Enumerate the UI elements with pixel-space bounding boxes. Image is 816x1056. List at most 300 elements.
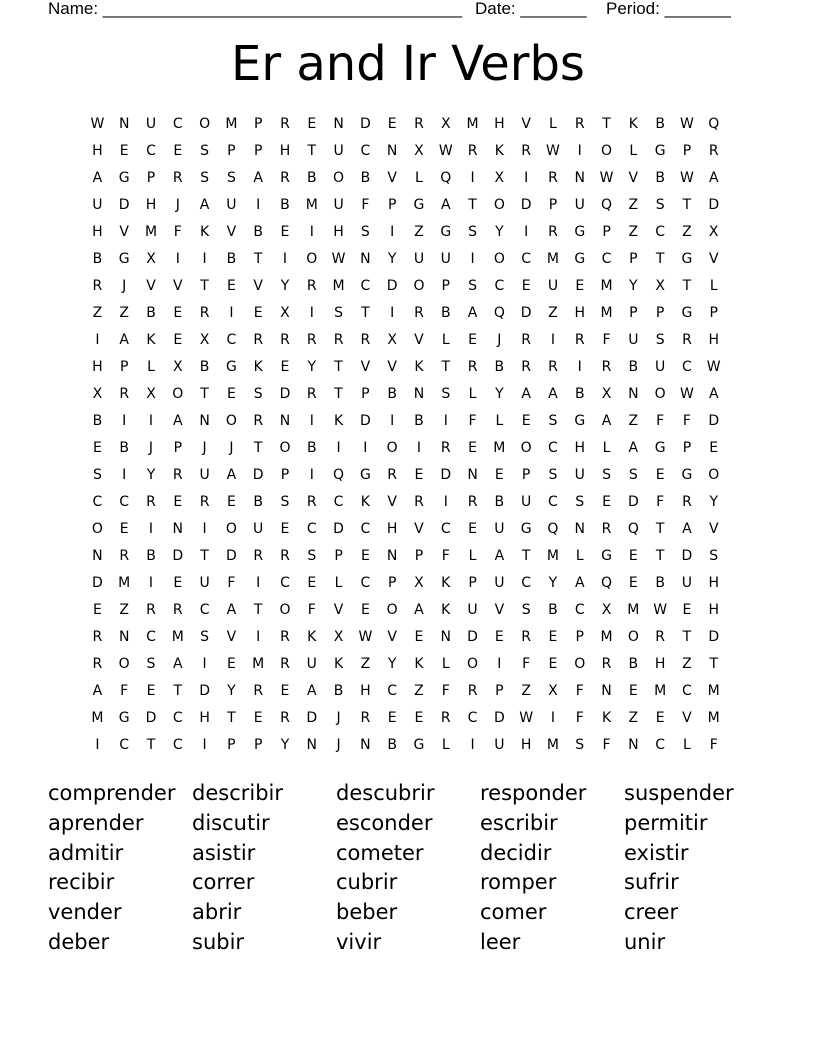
grid-letter: M xyxy=(600,278,613,294)
grid-letter: S xyxy=(441,386,451,402)
grid-letter: P xyxy=(521,467,531,483)
grid-letter: B xyxy=(360,170,371,186)
grid-letter: K xyxy=(360,494,370,510)
grid-letter: A xyxy=(226,467,237,483)
grid-letter: C xyxy=(360,575,371,591)
grid-letter: G xyxy=(359,467,371,483)
grid-letter: R xyxy=(280,629,290,645)
word-bank-item: romper xyxy=(480,870,557,895)
grid-letter: T xyxy=(200,548,209,564)
grid-letter: R xyxy=(146,494,156,510)
grid-letter: E xyxy=(602,494,611,510)
grid-letter: Q xyxy=(601,197,613,213)
grid-letter: B xyxy=(494,359,505,375)
grid-letter: E xyxy=(173,143,183,159)
grid-letter: G xyxy=(118,170,130,186)
grid-letter: N xyxy=(574,521,585,537)
grid-letter: S xyxy=(200,629,210,645)
grid-letter: P xyxy=(119,359,129,375)
grid-letter: K xyxy=(414,656,424,672)
grid-letter: O xyxy=(467,656,479,672)
grid-letter: E xyxy=(226,278,236,294)
grid-letter: S xyxy=(200,170,210,186)
grid-letter: E xyxy=(280,521,290,537)
grid-letter: Q xyxy=(493,305,505,321)
grid-letter: V xyxy=(387,494,397,510)
grid-letter: D xyxy=(708,413,720,429)
grid-letter: T xyxy=(709,656,718,672)
grid-letter: O xyxy=(708,467,720,483)
grid-letter: M xyxy=(546,251,559,267)
grid-letter: X xyxy=(548,683,558,699)
grid-letter: X xyxy=(92,386,103,402)
word-bank-item: recibir xyxy=(48,870,115,895)
grid-letter: R xyxy=(521,629,532,645)
grid-letter: C xyxy=(172,116,183,132)
grid-letter: I xyxy=(229,305,234,321)
grid-letter: O xyxy=(225,521,237,537)
grid-letter: Q xyxy=(333,467,345,483)
grid-letter: B xyxy=(655,116,665,132)
grid-letter: V xyxy=(360,359,371,375)
grid-letter: U xyxy=(574,467,585,483)
grid-letter: V xyxy=(521,116,531,132)
grid-letter: D xyxy=(359,116,371,132)
grid-letter: A xyxy=(574,575,585,591)
grid-letter: L xyxy=(468,386,477,402)
grid-letter: E xyxy=(387,116,397,132)
grid-letter: R xyxy=(306,332,317,348)
grid-letter: S xyxy=(360,224,370,240)
grid-letter: K xyxy=(601,710,612,726)
grid-letter: J xyxy=(336,710,341,726)
grid-letter: E xyxy=(521,278,531,294)
grid-letter: I xyxy=(256,197,261,213)
grid-letter: B xyxy=(333,683,344,699)
grid-letter: M xyxy=(707,683,720,699)
grid-letter: O xyxy=(386,602,398,618)
grid-letter: N xyxy=(333,116,344,132)
grid-letter: P xyxy=(414,548,424,564)
grid-letter: G xyxy=(413,197,425,213)
grid-letter: V xyxy=(387,629,397,645)
grid-letter: W xyxy=(358,629,373,645)
grid-letter: P xyxy=(468,575,477,591)
grid-letter: D xyxy=(708,197,720,213)
grid-letter: D xyxy=(681,548,693,564)
grid-letter: L xyxy=(683,737,691,753)
grid-letter: S xyxy=(655,332,665,348)
word-bank-item: discutir xyxy=(192,810,270,835)
grid-letter: A xyxy=(708,386,719,402)
grid-letter: O xyxy=(413,278,425,294)
grid-letter: F xyxy=(441,683,450,699)
grid-letter: P xyxy=(173,440,183,456)
grid-letter: V xyxy=(226,629,237,645)
grid-letter: K xyxy=(307,629,317,645)
grid-letter: Z xyxy=(414,224,424,240)
grid-letter: D xyxy=(467,629,478,645)
grid-letter: I xyxy=(470,170,475,186)
grid-letter: R xyxy=(280,332,290,348)
grid-letter: X xyxy=(601,602,612,618)
word-bank-item: sufrir xyxy=(624,870,679,895)
grid-letter: I xyxy=(309,305,314,321)
grid-letter: P xyxy=(655,305,665,321)
grid-letter: C xyxy=(199,602,210,618)
grid-letter: S xyxy=(92,467,102,483)
grid-letter: E xyxy=(468,440,477,456)
word-bank-item: suspender xyxy=(624,781,734,805)
grid-letter: L xyxy=(602,440,611,456)
grid-letter: C xyxy=(360,278,371,294)
word-bank-item: escribir xyxy=(480,810,558,835)
grid-letter: K xyxy=(494,143,504,159)
grid-letter: C xyxy=(548,494,558,510)
grid-letter: A xyxy=(92,683,103,699)
grid-letter: D xyxy=(440,467,452,483)
grid-letter: E xyxy=(548,629,558,645)
grid-letter: R xyxy=(655,629,665,645)
grid-letter: X xyxy=(708,224,719,240)
grid-letter: F xyxy=(120,683,129,699)
grid-letter: E xyxy=(628,683,638,699)
grid-letter: P xyxy=(629,305,638,321)
grid-letter: O xyxy=(574,656,586,672)
grid-letter: W xyxy=(90,116,105,132)
grid-letter: F xyxy=(361,197,370,213)
grid-letter: R xyxy=(467,494,478,510)
grid-letter: F xyxy=(602,332,611,348)
grid-letter: D xyxy=(225,548,237,564)
grid-letter: J xyxy=(202,440,207,456)
grid-letter: D xyxy=(493,710,505,726)
period-field-label: Period: _______ xyxy=(606,0,731,18)
grid-letter: R xyxy=(280,170,290,186)
grid-letter: U xyxy=(92,197,103,213)
grid-letter: G xyxy=(574,251,586,267)
grid-letter: A xyxy=(440,197,451,213)
grid-letter: R xyxy=(253,332,264,348)
grid-letter: E xyxy=(414,710,424,726)
grid-letter: X xyxy=(333,629,344,645)
word-bank-item: subir xyxy=(192,929,245,954)
grid-letter: W xyxy=(519,710,534,726)
grid-letter: B xyxy=(306,440,317,456)
grid-letter: E xyxy=(628,548,638,564)
grid-letter: F xyxy=(307,602,316,618)
grid-letter: C xyxy=(682,359,692,375)
grid-letter: I xyxy=(256,629,261,645)
grid-letter: K xyxy=(414,359,424,375)
grid-letter: V xyxy=(173,278,183,294)
grid-letter: I xyxy=(497,656,502,672)
word-bank-item: responder xyxy=(480,781,587,805)
grid-letter: F xyxy=(602,737,611,753)
grid-letter: E xyxy=(414,629,424,645)
grid-letter: X xyxy=(146,251,156,267)
grid-letter: C xyxy=(172,710,183,726)
grid-letter: S xyxy=(468,278,477,294)
grid-letter: U xyxy=(521,494,532,510)
grid-letter: C xyxy=(119,737,130,753)
grid-letter: R xyxy=(172,602,183,618)
grid-letter: A xyxy=(414,602,424,618)
grid-letter: T xyxy=(468,197,477,213)
grid-letter: R xyxy=(708,143,719,159)
word-bank-item: asistir xyxy=(192,840,256,865)
grid-letter: R xyxy=(306,494,317,510)
grid-letter: C xyxy=(92,494,103,510)
grid-letter: B xyxy=(253,224,263,240)
grid-letter: I xyxy=(577,143,582,159)
grid-letter: Y xyxy=(387,251,397,267)
grid-letter: V xyxy=(414,521,424,537)
grid-letter: H xyxy=(708,602,719,618)
grid-letter: B xyxy=(494,494,505,510)
grid-letter: H xyxy=(199,710,210,726)
grid-letter: E xyxy=(173,332,183,348)
grid-letter: E xyxy=(468,332,477,348)
grid-letter: C xyxy=(333,494,344,510)
grid-letter: S xyxy=(468,224,477,240)
grid-letter: L xyxy=(575,548,584,564)
grid-letter: B xyxy=(92,251,103,267)
grid-letter: I xyxy=(95,332,100,348)
grid-letter: I xyxy=(282,251,288,267)
grid-letter: A xyxy=(253,170,263,186)
grid-letter: I xyxy=(202,737,207,753)
grid-letter: P xyxy=(495,683,504,699)
grid-letter: I xyxy=(309,467,314,483)
grid-letter: C xyxy=(146,143,156,159)
grid-letter: B xyxy=(146,305,156,321)
grid-letter: P xyxy=(629,251,638,267)
grid-letter: H xyxy=(574,305,585,321)
grid-letter: R xyxy=(172,467,183,483)
grid-letter: O xyxy=(654,386,666,402)
word-bank-item: aprender xyxy=(48,810,144,835)
grid-letter: I xyxy=(202,251,207,267)
grid-letter: M xyxy=(91,710,104,726)
grid-letter: O xyxy=(493,251,505,267)
grid-letter: C xyxy=(226,332,237,348)
grid-letter: U xyxy=(306,656,317,672)
word-bank-item: esconder xyxy=(336,810,433,835)
grid-letter: R xyxy=(253,683,264,699)
grid-letter: F xyxy=(441,548,450,564)
grid-letter: D xyxy=(627,494,639,510)
grid-letter: T xyxy=(200,278,209,294)
grid-letter: U xyxy=(253,521,264,537)
grid-letter: L xyxy=(709,278,718,294)
grid-letter: P xyxy=(441,278,450,294)
grid-letter: Z xyxy=(628,197,639,213)
grid-letter: D xyxy=(199,683,210,699)
grid-letter: E xyxy=(521,413,531,429)
grid-letter: Y xyxy=(307,359,317,375)
grid-letter: I xyxy=(95,737,100,753)
grid-letter: O xyxy=(279,602,291,618)
grid-letter: H xyxy=(145,197,157,213)
grid-letter: R xyxy=(172,170,183,186)
grid-letter: S xyxy=(548,413,558,429)
grid-letter: K xyxy=(253,359,263,375)
grid-letter: F xyxy=(468,413,477,429)
grid-letter: R xyxy=(414,494,424,510)
grid-letter: R xyxy=(280,656,290,672)
grid-letter: X xyxy=(414,143,424,159)
grid-letter: D xyxy=(252,467,264,483)
grid-letter: W xyxy=(546,143,560,159)
grid-letter: K xyxy=(333,656,344,672)
grid-letter: I xyxy=(470,737,475,753)
grid-letter: N xyxy=(628,737,639,753)
grid-letter: R xyxy=(253,413,264,429)
grid-letter: I xyxy=(256,575,261,591)
grid-letter: W xyxy=(706,359,721,375)
grid-letter: B xyxy=(199,359,210,375)
grid-letter: R xyxy=(280,116,290,132)
grid-letter: T xyxy=(361,305,370,321)
grid-letter: E xyxy=(628,575,638,591)
grid-letter: N xyxy=(386,548,398,564)
grid-letter: R xyxy=(440,440,451,456)
grid-letter: S xyxy=(655,197,665,213)
grid-letter: O xyxy=(493,197,505,213)
grid-letter: N xyxy=(360,737,371,753)
grid-letter: Y xyxy=(495,224,504,240)
grid-letter: R xyxy=(467,683,478,699)
grid-letter: W xyxy=(438,143,453,159)
grid-letter: P xyxy=(146,170,156,186)
grid-letter: E xyxy=(92,440,102,456)
grid-letter: D xyxy=(520,197,532,213)
grid-letter: D xyxy=(279,386,291,402)
grid-letter: R xyxy=(199,305,210,321)
grid-letter: C xyxy=(494,278,505,294)
word-bank-item: leer xyxy=(480,929,521,954)
grid-letter: Z xyxy=(92,305,103,321)
grid-letter: R xyxy=(280,548,290,564)
word-bank-item: vivir xyxy=(336,929,382,954)
grid-letter: I xyxy=(550,332,556,348)
grid-letter: V xyxy=(628,170,639,186)
grid-letter: V xyxy=(494,602,505,618)
grid-letter: D xyxy=(92,575,103,591)
grid-letter: Z xyxy=(119,305,129,321)
grid-letter: N xyxy=(279,413,291,429)
grid-letter: M xyxy=(600,629,613,645)
grid-letter: V xyxy=(119,224,129,240)
grid-letter: M xyxy=(332,278,345,294)
grid-letter: M xyxy=(305,197,318,213)
grid-letter: I xyxy=(390,224,395,240)
grid-letter: J xyxy=(229,440,234,456)
grid-letter: C xyxy=(521,575,532,591)
grid-letter: C xyxy=(360,521,371,537)
grid-letter: N xyxy=(306,737,318,753)
grid-letter: U xyxy=(628,332,639,348)
grid-letter: O xyxy=(601,143,613,159)
grid-letter: G xyxy=(681,251,693,267)
grid-letter: Q xyxy=(627,521,639,537)
grid-letter: L xyxy=(441,656,450,672)
grid-letter: M xyxy=(546,737,559,753)
grid-letter: U xyxy=(413,251,425,267)
grid-letter: E xyxy=(655,467,665,483)
grid-letter: Z xyxy=(682,224,692,240)
grid-letter: P xyxy=(253,737,263,753)
grid-letter: E xyxy=(226,656,236,672)
word-bank-item: decidir xyxy=(480,840,552,865)
word-bank-item: correr xyxy=(192,870,255,895)
grid-letter: L xyxy=(441,332,450,348)
word-bank-item: unir xyxy=(624,929,666,954)
grid-letter: T xyxy=(200,386,209,402)
grid-letter: B xyxy=(306,170,317,186)
grid-letter: T xyxy=(173,683,183,699)
grid-letter: C xyxy=(387,683,398,699)
grid-letter: E xyxy=(307,116,317,132)
grid-letter: C xyxy=(172,737,183,753)
grid-letter: B xyxy=(628,359,639,375)
grid-letter: J xyxy=(122,278,127,294)
grid-letter: A xyxy=(628,440,639,456)
grid-letter: A xyxy=(467,305,478,321)
grid-letter: R xyxy=(601,521,612,537)
grid-letter: I xyxy=(363,440,368,456)
word-bank-item: admitir xyxy=(48,840,124,865)
grid-letter: D xyxy=(708,629,720,645)
grid-letter: N xyxy=(172,521,184,537)
grid-letter: R xyxy=(92,656,103,672)
grid-letter: E xyxy=(119,143,129,159)
grid-letter: P xyxy=(387,575,397,591)
grid-letter: E xyxy=(173,305,183,321)
grid-letter: U xyxy=(467,602,478,618)
grid-letter: E xyxy=(575,278,585,294)
grid-letter: Z xyxy=(119,602,129,618)
grid-letter: R xyxy=(574,116,585,132)
grid-letter: B xyxy=(387,737,397,753)
grid-letter: R xyxy=(467,359,478,375)
grid-letter: Q xyxy=(547,521,559,537)
grid-letter: E xyxy=(280,683,290,699)
grid-letter: Z xyxy=(521,683,531,699)
grid-letter: N xyxy=(440,629,451,645)
grid-letter: A xyxy=(306,683,317,699)
grid-letter: O xyxy=(333,170,345,186)
grid-letter: B xyxy=(387,386,397,402)
grid-letter: M xyxy=(171,629,184,645)
grid-letter: C xyxy=(521,251,532,267)
grid-letter: B xyxy=(440,305,451,321)
grid-letter: R xyxy=(548,170,558,186)
grid-letter: M xyxy=(225,116,238,132)
grid-letter: J xyxy=(497,332,502,348)
grid-letter: V xyxy=(708,251,719,267)
grid-letter: O xyxy=(91,521,103,537)
grid-letter: Y xyxy=(387,656,397,672)
grid-letter: E xyxy=(119,521,129,537)
word-bank-item: cometer xyxy=(336,840,424,865)
grid-letter: D xyxy=(118,197,130,213)
word-bank-item: comer xyxy=(480,900,547,925)
grid-letter: I xyxy=(309,413,314,429)
grid-letter: M xyxy=(654,683,667,699)
grid-letter: R xyxy=(333,332,344,348)
